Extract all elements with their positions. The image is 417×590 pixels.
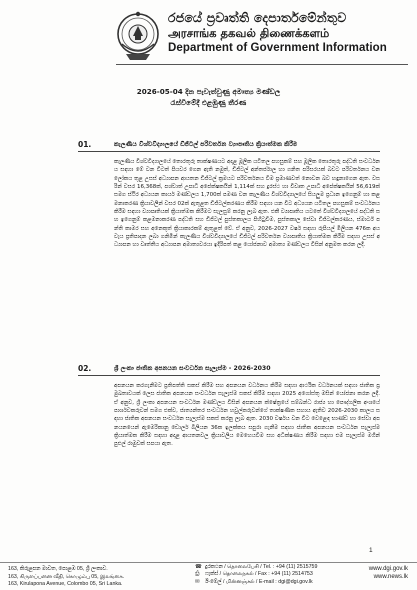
- address-tamil: 163, கிருளப்பனை வீதி, கொழும்பு 05, இலங்கை.: [8, 573, 125, 580]
- department-name-tamil: அரசாங்க தகவல் திணைக்களம்: [168, 26, 330, 40]
- fax-label: ෆැක්ස් / தொலைநகல் / Fax: [205, 571, 267, 578]
- footer-address: [8, 566, 124, 589]
- footer-websites: [338, 566, 408, 582]
- website-news[interactable]: www.news.lk: [373, 573, 408, 580]
- heading-title-line: රැස්වීමේදී එළඹුණු තීරණ: [170, 98, 247, 107]
- fax-icon: ⎙: [195, 571, 200, 578]
- letterhead-text: [168, 10, 408, 56]
- heading-date-line: 2026-05-04 දින පැවැත්වුණු අමාත්‍ය මණ්ඩල: [136, 87, 281, 96]
- section-1-body: කැලණිය විශ්වවිද්‍යාලයේ තොරතුරු තාක්ෂණයට අදාළ මූලික යටිතල පහසුකම් සහ මූලික තොරතුරු පද්ධති සංවර්ධනය සඳහා මේ වන විටත් පියවර ගෙන ඇති නමුත්, ඩිජිටල් අන්තර්ජාල හා ගනිත පරිසරයක් බවට පරිවර්තනය වන ලෝකය තුළ උසස් අධ්‍යාපන ආයතන ඩිජිටල් ක්‍රමයට පරිවර්තනය වීම ප්‍රමාණවත් නොවන බව හඳුනාගෙන ඇත. වසරින් වසර 16,368ක්, පශ්චාත් උපාධි අපේක්ෂකයින් 1,114ක් සහ දුරස්ථ හා විවෘත උපාධි අපේක්ෂකයින් 56,619ක් සමග ස්ථිර අධ්‍යයන කාර්ය මණ්ඩලය 1,700ක් පමණ වන කැලණිය විශ්වවිද්‍යාලයේ සියලුම ප්‍රධාන ඉගෙනුම් හා කළමනාකරණ ක්‍රියාවලීන් වසර 02ක් ඇතුළත ඩිජිටල්කරණය කිරීම සඳහා යන විට අධ්‍යයන යටිතල පහසුකම් සංවර්ධනය කිරීම සඳහා ව්‍යාපෘතියක් ක්‍රියාත්මක කිරීමට සැලසුම් කරනු ලැබ ඇත. එකී ව්‍යාපෘතිය යටතේ විශ්වවිද්‍යාලයේ පද්ධති සහ ඉගෙනුම් කළමනාකරණ පද්ධති සහ ඩිජිටල් පුස්තකාලය පිහිටුවීම, පුස්තකාල සේවා ඩිජිටල්කරණය, ස්මාර්ට් පන්ති කාමර සහ අනෙකුත් ක්‍රියාකාරකම් ඇතුළත් වේ. ඒ අනුව, 2026-2027 වර්ෂ සඳහා රුපියල් මිලියන 476ක අයවැය ප්‍රතිපාදන ලබා ගනිමින් කැලණිය විශ්වවිද්‍යාලයේ ඩිජිටල් පරිවර්තන ව්‍යාපෘතිය ක්‍රියාත්මක කිරීම සඳහා උසස් අධ්‍යාපන හා වෘත්තීය අධ්‍යාපන අමාත්‍යවරයා ඉදිරිපත් කළ යෝජනාව අමාත්‍ය මණ්ඩලය විසින් අනුමත කරන ලදී.: [114, 159, 380, 249]
- department-name-sinhala: රජයේ ප්‍රවෘත්ති දෙපාර්තමේන්තුව: [168, 10, 347, 25]
- footer-divider: [0, 562, 417, 563]
- address-sinhala: 163, කිරුළපන මාවත, පොළඹ 05, ශ්‍රී ලංකාව.: [8, 566, 108, 572]
- letterhead: [0, 8, 417, 68]
- section-2-title: ශ්‍රී ලංකා ජාතික අපනයන සංවර්ධන සැලැස්ම - 2026-2030: [114, 365, 271, 372]
- footer-tel-row: ☎ දුරකථන / தொலைபேசி / Tel. : +94 (11) 2515759: [195, 564, 318, 570]
- section-2-body: අපනයන කරගැනීමට ප්‍රතිපත්ති සකස් කිරීම සහ අපනයන වර්ධනය කිරීම සඳහා ආර්ථික වර්ධනයක් සඳහා ජාතික ප්‍රමුඛතාවයක් ලෙස ජාතික අපනයන සංවර්ධන සැලැස්ම සකස් කිරීම සඳහා 2025 අගෝස්තු මසින් යෝජනා කරන ලදී. ඒ අනුව, ශ්‍රී ලංකා අපනයන සංවර්ධන මණ්ඩලය විසින් අපනයන ක්ෂේත්‍රයේ සම්බන්ධ රාජ්‍ය හා පෞද්ගලික අංශයේ පාර්ශවකරුවන් සමග එක්ව, ජාත්‍යන්තර සංවර්ධන හවුල්කරුවන්ගේ තාක්ෂණික සහාය ඇතිව 2026-2030 කාලය සඳහා ජාතික අපනයන සංවර්ධන සැලැස්ම සකස් කරනු ලැබ ඇත. 2030 වර්ෂය වන විට වෙළෙඳ භාණ්ඩ හා සේවා අපනයනයෙන් ඇමෙරිකානු ඩොලර් බිලියන 36ක ඉලක්කය සපුරා ගැනීම සඳහා ජාතික අපනයන සංවර්ධන සැලැස්ම ක්‍රියාත්මක කිරීම සඳහා අදාළ ආයතනවල ක්‍රියාවලිය මෙහෙයවීම සහ අධීක්ෂණය කිරීම සඳහා එම සැලැස්ම මගින් පුළුල් රාමුවක් සපයා ඇත.: [114, 383, 380, 448]
- sri-lanka-emblem-icon: [116, 10, 160, 62]
- tel-label: දුරකථන / தொலைபேசி / Tel.: [205, 564, 272, 570]
- section-2-underline: [78, 375, 380, 376]
- letterhead-divider: [116, 64, 408, 65]
- phone-icon: ☎: [195, 564, 202, 570]
- department-name-english: Department of Government Information: [168, 42, 387, 54]
- email-icon: ✉: [195, 578, 200, 585]
- fax-number: +94 (11) 2514753: [271, 571, 313, 578]
- footer-fax-row: ⎙ ෆැක්ස් / தொலைநகல் / Fax : +94 (11) 2514753: [195, 571, 313, 578]
- email-address[interactable]: dgi@dgi.gov.lk: [278, 578, 313, 585]
- email-label: ඊ-මේල් / மின்னஞ்சல் / E-mail: [205, 578, 274, 585]
- section-2-number: 02.: [78, 364, 92, 373]
- website-dgi[interactable]: www.dgi.gov.lk: [368, 566, 408, 572]
- tel-number: +94 (11) 2515759: [275, 564, 318, 570]
- page-number: 1: [369, 547, 373, 554]
- document-heading: [0, 86, 417, 108]
- footer-email-row: ✉ ඊ-මේල් / மின்னஞ்சல் / E-mail : dgi@dgi.gov.lk: [195, 578, 313, 585]
- footer-contacts: [195, 564, 317, 586]
- section-1-underline: [78, 151, 380, 152]
- section-1-number: 01.: [78, 140, 92, 149]
- section-1-title: කැලණිය විශ්වවිද්‍යාලයේ ඩිජිටල් පරිවර්තන ව්‍යාපෘතිය ක්‍රියාත්මක කිරීම: [114, 141, 298, 148]
- address-english: 163, Kirulapona Avenue, Colombo 05, Sri Lanka.: [8, 581, 123, 587]
